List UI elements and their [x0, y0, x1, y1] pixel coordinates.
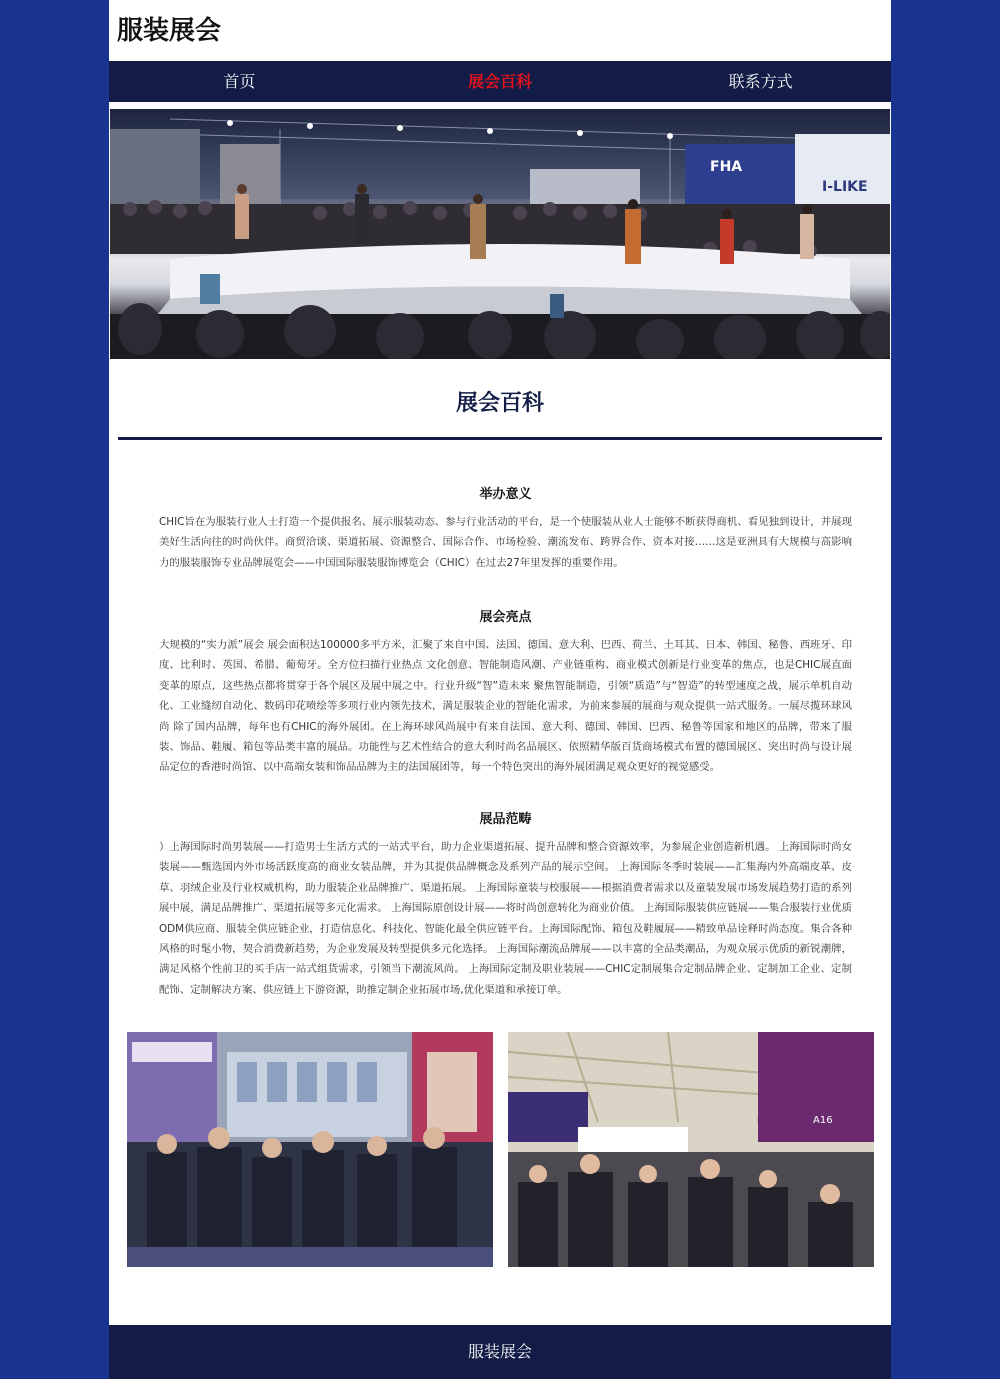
exhibition-crowd-illustration: [127, 1032, 493, 1267]
exhibition-hall-photo: [508, 1032, 874, 1267]
site-title: 服装展会: [117, 16, 222, 46]
booth-number-sign: A16: [813, 1115, 833, 1126]
runway-illustration: [110, 109, 890, 359]
nav-item-exhibition-wiki[interactable]: 展会百科: [468, 72, 533, 91]
page-container: [109, 0, 891, 1379]
main-nav: [109, 61, 891, 102]
exhibition-crowd-photo: [127, 1032, 493, 1267]
hero-sign-fha: FHA: [710, 159, 743, 175]
heading-divider: [118, 437, 882, 440]
nav-item-home[interactable]: 首页: [223, 72, 256, 91]
block-highlights: [159, 609, 852, 778]
block-text-highlights: 大规模的“实力派”展会 展会面积达100000多平方米，汇聚了来自中国、法国、德国、意大利、巴西、荷兰、土耳其、日本、韩国、秘鲁、西班牙、印度、比利时、英国、希腊、葡萄牙。全方位扫描行业热点 文化创意、智能制造风潮、产业链重构、商业模式创新是行业变革的焦点，也是CHIC展直面变革的原点，这些热点都将贯穿于各个展区及展中展之中。行业升级“智”造未来 聚焦智能制造，引领“质造”与“智造”的转型速度之战，展示单机自动化、工业缝纫自动化、数码印花喷绘等多项行业内领先技术，满足服装企业的智能化需求，为前来参展的展商与观众提供一站式服务。一展尽揽环球风尚 除了国内品牌，每年也有CHIC的海外展团。在上海环球风尚展中有来自法国、意大利、德国、韩国、巴西、秘鲁等国家和地区的品牌，带来了服装、饰品、鞋履、箱包等品类丰富的展品。功能性与艺术性结合的意大利时尚名品展区、依照精华版百货商场模式布置的德国展区、突出时尚与设计展品定位的香港时尚馆、以中高端女装和饰品品牌为主的法国展团等，每一个特色突出的海外展团满足观众更好的视觉感受。: [159, 639, 852, 774]
block-text-significance: CHIC旨在为服装行业人士打造一个提供报名、展示服装动态、参与行业活动的平台，是一个使服装从业人士能够不断获得商机、看见独到设计，并展现美好生活向往的时尚伙伴。商贸洽谈、渠道拓展、资源整合、国际合作、市场检验、潮流发布、跨界合作、资本对接……这是亚洲具有大规模与高影响力的服装服饰专业品牌展览会——中国国际服装服饰博览会（CHIC）在过去27年里发挥的重要作用。: [159, 516, 852, 569]
block-title-categories: 展品范畴: [479, 812, 532, 827]
hero-sign-ilike: I-LIKE: [822, 179, 868, 195]
block-categories: [159, 811, 852, 1000]
nav-item-contact[interactable]: 联系方式: [728, 72, 793, 91]
hero-banner-image: [110, 109, 890, 359]
block-text-categories: ）上海国际时尚男装展——打造男士生活方式的一站式平台，助力企业渠道拓展、提升品牌和整合资源效率，为参展企业创造新机遇。 上海国际时尚女装展——甄选国内外市场活跃度高的商业女装品牌，并为其提供品牌概念及系列产品的展示空间。 上海国际冬季时装展——汇集海内外高端皮革、皮草、羽绒企业及行业权威机构，助力服装企业品牌推广、渠道拓展。 上海国际童装与校服展——根据消费者需求以及童装发展市场发展趋势打造的系列展中展，满足品牌推广、渠道拓展等多元化需求。 上海国际原创设计展——将时尚创意转化为商业价值。 上海国际服装供应链展——集合服装行业优质ODM供应商、服装全供应链企业，打造信息化、科技化、智能化最全供应链平台。上海国际配饰、箱包及鞋履展——精致单品诠释时尚态度。集合各种风格的时髦小物，契合消费新趋势，为企业发展及转型提供多元化选择。 上海国际潮流品牌展——以丰富的全品类潮品，为观众展示优质的新锐潮牌，满足风格个性前卫的买手店一站式组货需求，引领当下潮流风尚。 上海国际定制及职业装展——CHIC定制展集合定制品牌企业、定制加工企业、定制配饰、定制解决方案、供应链上下游资源，助推定制企业拓展市场,优化渠道和承接订单。: [159, 841, 852, 996]
exhibition-hall-illustration: [508, 1032, 874, 1267]
block-significance: [159, 486, 852, 573]
block-title-highlights: 展会亮点: [479, 610, 532, 625]
block-title-significance: 举办意义: [479, 487, 532, 502]
section-heading: 展会百科: [455, 391, 544, 416]
site-footer: 服装展会: [109, 1325, 891, 1379]
site-header: [109, 0, 891, 61]
